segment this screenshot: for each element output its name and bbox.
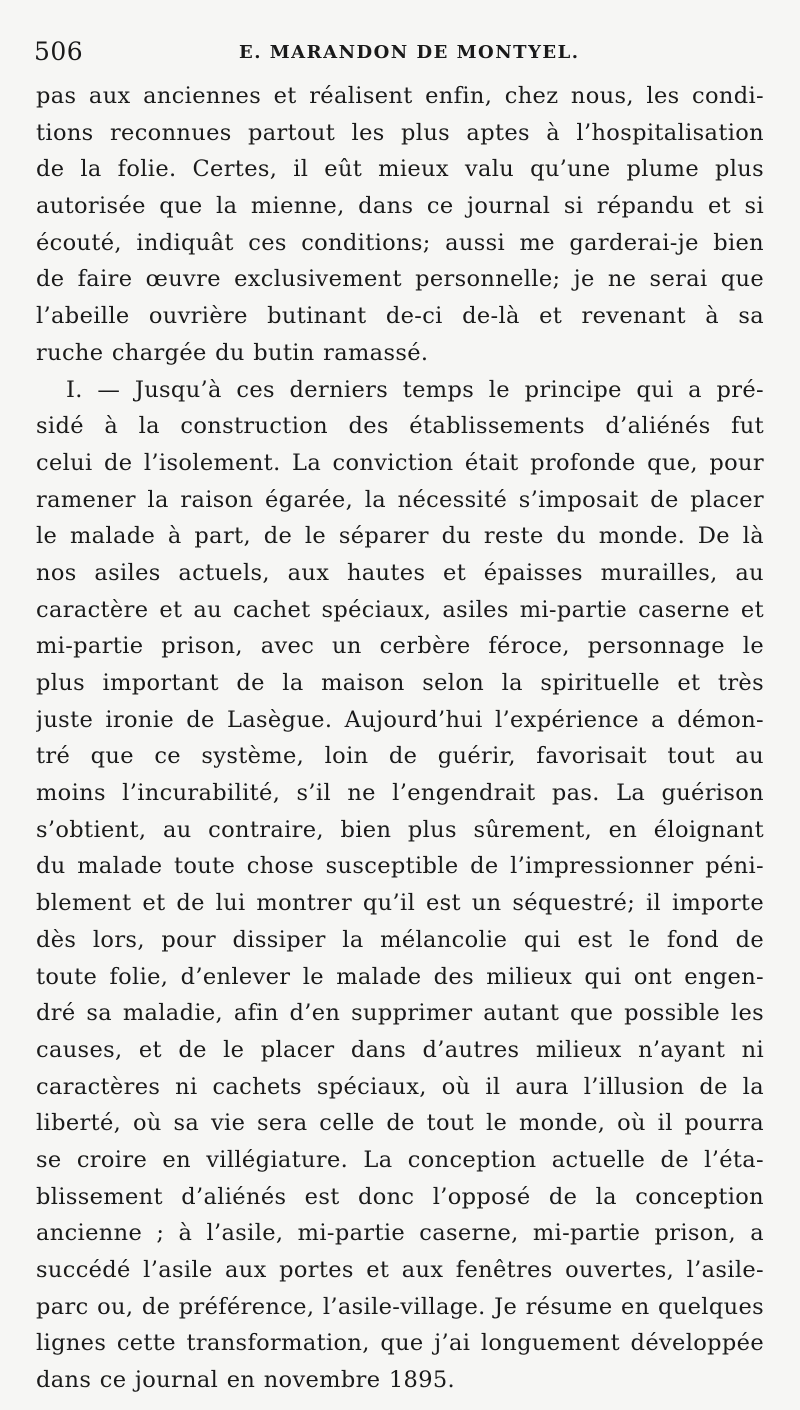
paragraph <box>36 78 764 372</box>
paragraph <box>36 372 764 1399</box>
text-line: caractères ni cachets spéciaux, où il aura l’illusion de la <box>36 1073 764 1100</box>
body-text <box>36 78 764 1399</box>
text-line: écouté, indiquât ces conditions; aussi me garderai-je bien <box>36 229 764 256</box>
text-line: blement et de lui montrer qu’il est un séquestré; il importe <box>36 890 764 917</box>
text-line: succédé l’asile aux portes et aux fenêtres ouvertes, l’asile- <box>36 1257 764 1283</box>
text-line: ramener la raison égarée, la nécessité s’imposait de placer <box>36 486 764 513</box>
page-number: 506 <box>34 37 84 66</box>
text-line: lignes cette transformation, que j’ai longuement développée <box>36 1330 764 1357</box>
text-line: s’obtient, au contraire, bien plus sûrement, en éloignant <box>36 816 764 843</box>
text-line: dans ce journal en novembre 1895. <box>36 1367 456 1394</box>
text-line: pas aux anciennes et réalisent enfin, chez nous, les condi- <box>36 83 764 109</box>
text-line: se croire en villégiature. La conception actuelle de l’éta- <box>36 1146 764 1173</box>
text-line: de la folie. Certes, il eût mieux valu qu’une plume plus <box>36 156 764 183</box>
text-line: ancienne ; à l’asile, mi-partie caserne, mi-partie prison, a <box>36 1220 764 1247</box>
text-line: du malade toute chose susceptible de l’impressionner péni- <box>36 853 764 880</box>
text-line: l’abeille ouvrière butinant de-ci de-là et revenant à sa <box>36 303 764 330</box>
text-line: tions reconnues partout les plus aptes à l’hospitalisation <box>36 119 764 146</box>
text-line: moins l’incurabilité, s’il ne l’engendrait pas. La guérison <box>36 780 764 807</box>
running-title: E. MARANDON DE MONTYEL. <box>239 42 580 63</box>
text-line: ruche chargée du butin ramassé. <box>36 339 429 366</box>
text-line: sidé à la construction des établissements d’aliénés fut <box>36 413 764 440</box>
text-line: celui de l’isolement. La conviction était profonde que, pour <box>36 449 764 476</box>
text-line: nos asiles actuels, aux hautes et épaisses murailles, au <box>36 559 764 586</box>
text-line: mi-partie prison, avec un cerbère féroce, personnage le <box>36 633 764 660</box>
text-line: parc ou, de préférence, l’asile-village. Je résume en quelques <box>36 1293 764 1320</box>
text-line: plus important de la maison selon la spirituelle et très <box>36 670 764 696</box>
text-line: causes, et de le placer dans d’autres milieux n’ayant ni <box>36 1036 764 1063</box>
text-line: dré sa maladie, afin d’en supprimer autant que possible les <box>36 1000 764 1027</box>
text-line: liberté, où sa vie sera celle de tout le monde, où il pourra <box>36 1110 764 1137</box>
text-line: I. — Jusqu’à ces derniers temps le principe qui a pré- <box>66 376 764 403</box>
text-line: autorisée que la mienne, dans ce journal si répandu et si <box>36 193 764 220</box>
running-head <box>34 36 760 68</box>
text-line: dès lors, pour dissiper la mélancolie qui est le fond de <box>36 926 764 953</box>
text-line: caractère et au cachet spéciaux, asiles mi-partie caserne et <box>36 596 764 623</box>
text-line: tré que ce système, loin de guérir, favorisait tout au <box>36 743 764 770</box>
text-line: toute folie, d’enlever le malade des milieux qui ont engen- <box>36 963 764 990</box>
text-line: le malade à part, de le séparer du reste du monde. De là <box>36 523 764 550</box>
text-line: blissement d’aliénés est donc l’opposé de la conception <box>36 1183 764 1210</box>
text-line: juste ironie de Lasègue. Aujourd’hui l’expérience a démon- <box>36 706 764 733</box>
text-line: de faire œuvre exclusivement personnelle; je ne serai que <box>36 266 764 293</box>
